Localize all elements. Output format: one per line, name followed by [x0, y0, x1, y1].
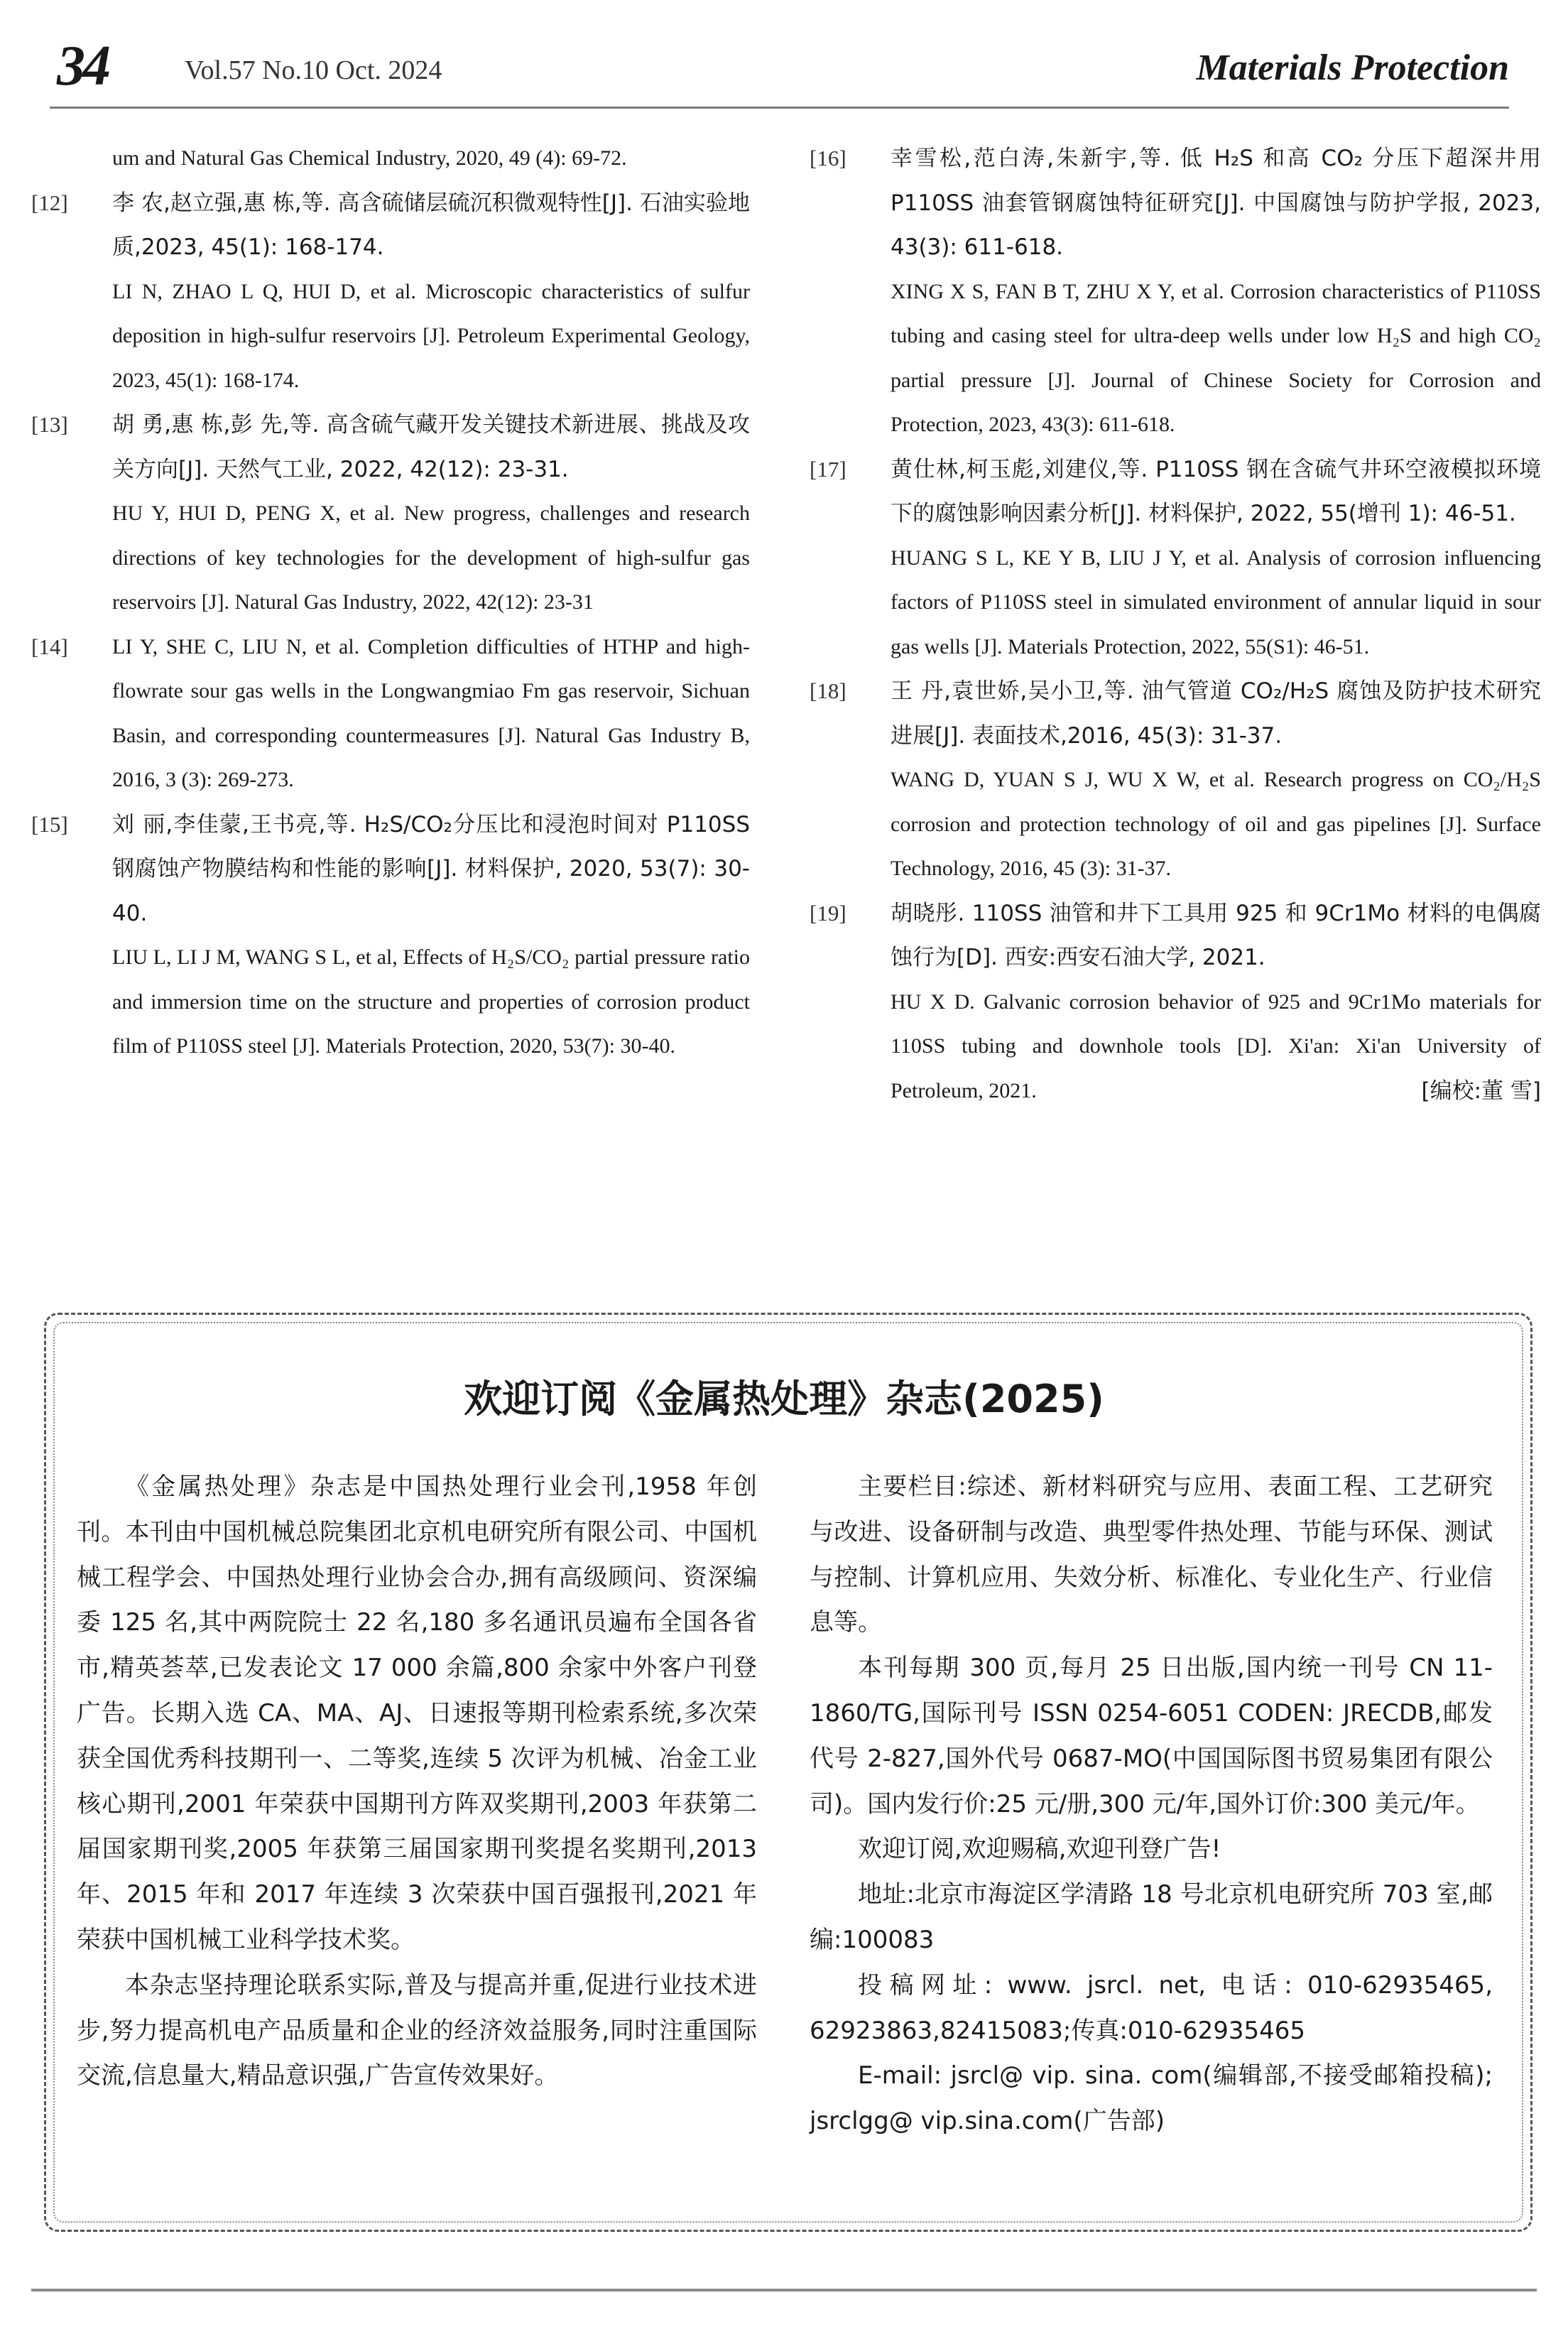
reference-text-en: XING X S, FAN B T, ZHU X Y, et al. Corrosion characteristics of P110SS tubing and casing steel for ultra-deep wells under low H₂S and high CO₂ partial pressure [J]. Journal of Chinese Society for Corrosion and Protection, 2023, 43(3): 611-618. [891, 279, 1541, 436]
reference-text-en [891, 980, 1541, 1114]
reference-number: [18] [810, 678, 846, 703]
ad-paragraph: 主要栏目:综述、新材料研究与应用、表面工程、工艺研究与改进、设备研制与改造、典型零件热处理、节能与环保、测试与控制、计算机应用、失效分析、标准化、专业化生产、行业信息等。 [810, 1473, 1493, 1637]
reference-number: [17] [810, 456, 846, 482]
references-left-column [31, 136, 750, 1069]
reference-text-en: LI N, ZHAO L Q, HUI D, et al. Microscopic characteristics of sulfur deposition in high-sulfur reservoirs [J]. Petroleum Experimental Geology, 2023, 45(1): 168-174. [112, 279, 750, 392]
reference-text-en: WANG D, YUAN S J, WU X W, et al. Research progress on CO₂/H₂S corrosion and protection technology of oil and gas pipelines [J]. Surface Technology, 2016, 45 (3): 31-37. [891, 768, 1541, 880]
references-right-column [810, 136, 1541, 1113]
reference-13 [31, 403, 750, 625]
reference-text-zh: 刘 丽,李佳蒙,王书亮,等. H₂S/CO₂分压比和浸泡时间对 P110SS 钢腐蚀产物膜结构和性能的影响[J]. 材料保护, 2020, 53(7): 30-40. [112, 811, 750, 926]
ad-paragraph: 本杂志坚持理论联系实际,普及与提高并重,促进行业技术进步,努力提高机电产品质量和企业的经济效益服务,同时注重国际交流,信息量大,精品意识强,广告宣传效果好。 [77, 1970, 757, 2090]
reference-number: [15] [31, 811, 68, 837]
page-number: 34 [57, 35, 108, 97]
ad-left-column [77, 1465, 757, 2099]
reference-text-zh: 幸雪松,范白涛,朱新宇,等. 低 H₂S 和高 CO₂ 分压下超深井用 P110SS 油套管钢腐蚀特征研究[J]. 中国腐蚀与防护学报, 2023, 43(3): 611-618. [891, 146, 1541, 260]
reference-text-zh: 黄仕林,柯玉彪,刘建仪,等. P110SS 钢在含硫气井环空液模拟环境下的腐蚀影响因素分析[J]. 材料保护, 2022, 55(增刊 1): 46-51. [891, 456, 1541, 526]
reference-text-en: HUANG S L, KE Y B, LIU J Y, et al. Analysis of corrosion influencing factors of P110SS steel in simulated environment of annular liquid in sour gas wells [J]. Materials Protection, 2022, 55(S1): 46-51. [891, 546, 1541, 658]
ad-right-column [810, 1465, 1493, 2144]
reference-14 [31, 625, 750, 803]
header-divider [50, 107, 1509, 109]
page-header [50, 28, 1509, 114]
reference-17 [810, 448, 1541, 670]
reference-number: [12] [31, 190, 68, 215]
reference-15 [31, 803, 750, 1069]
reference-number: [13] [31, 412, 68, 437]
reference-19 [810, 891, 1541, 1114]
reference-text-en-body: HU X D. Galvanic corrosion behavior of 925 and 9Cr1Mo materials for 110SS tubing and downhole tools [D]. Xi'an: Xi'an University of Petroleum, 2021. [891, 989, 1541, 1102]
reference-18 [810, 669, 1541, 891]
ad-title: 欢迎订阅《金属热处理》杂志(2025) [464, 1377, 1104, 1421]
reference-number: [19] [810, 900, 846, 926]
ad-paragraph: 本刊每期 300 页,每月 25 日出版,国内统一刊号 CN 11-1860/TG,国际刊号 ISSN 0254-6051 CODEN: JRECDB,邮发代号 2-827,国外代号 0687-MO(中国国际图书贸易集团有限公司)。国内发行价:25 元/册,300 元/年,国外订价:300 美元/年。 [810, 1654, 1493, 1818]
reference-16 [810, 136, 1541, 448]
reference-number: [14] [31, 634, 68, 659]
reference-text-zh: 胡 勇,惠 栋,彭 先,等. 高含硫气藏开发关键技术新进展、挑战及攻关方向[J]. 天然气工业, 2022, 42(12): 23-31. [112, 412, 750, 482]
footer-divider [31, 2289, 1537, 2292]
ad-paragraph: 欢迎订阅,欢迎赐稿,欢迎刊登广告! [858, 1835, 1221, 1864]
reference-text-en: HU Y, HUI D, PENG X, et al. New progress, challenges and research directions of key technologies for the development of high-sulfur gas reservoirs [J]. Natural Gas Industry, 2022, 42(12): 23-31 [112, 501, 750, 614]
reference-12 [31, 181, 750, 403]
issue-info: Vol.57 No.10 Oct. 2024 [185, 55, 442, 85]
reference-text-en: LI Y, SHE C, LIU N, et al. Completion difficulties of HTHP and high-flowrate sour gas wells in the Longwangmiao Fm gas reservoir, Sichuan Basin, and corresponding countermeasures [J]. Natural Gas Industry B, 2016, 3 (3): 269-273. [112, 634, 750, 791]
editor-note: [编校:董 雪] [1421, 1078, 1541, 1104]
reference-text-zh: 王 丹,袁世娇,吴小卫,等. 油气管道 CO₂/H₂S 腐蚀及防护技术研究进展[J]. 表面技术,2016, 45(3): 31-37. [891, 678, 1541, 749]
reference-text-zh: 胡晓彤. 110SS 油管和井下工具用 925 和 9Cr1Mo 材料的电偶腐蚀行为[D]. 西安:西安石油大学, 2021. [891, 900, 1541, 970]
reference-text-en: LIU L, LI J M, WANG S L, et al, Effects of H₂S/CO₂ partial pressure ratio and immersion time on the structure and properties of corrosion product film of P110SS steel [J]. Materials Protection, 2020, 53(7): 30-40. [112, 945, 750, 1058]
ad-address: 地址:北京市海淀区学清路 18 号北京机电研究所 703 室,邮编:100083 [810, 1880, 1493, 1954]
journal-name: Materials Protection [1196, 48, 1509, 88]
ad-paragraph: 《金属热处理》杂志是中国热处理行业会刊,1958 年创刊。本刊由中国机械总院集团北京机电研究所有限公司、中国机械工程学会、中国热处理行业协会合办,拥有高级顾问、资深编委 125 名,其中两院院士 22 名,180 多名通讯员遍布全国各省市,精英荟萃,已发表论文 17 000 余篇,800 余家中外客户刊登广告。长期入选 CA、MA、AJ、日速报等期刊检索系统,多次荣获全国优秀科技期刊一、二等奖,连续 5 次评为机械、冶金工业核心期刊,2001 年荣获中国期刊方阵双奖期刊,2003 年获第二届国家期刊奖,2005 年获第三届国家期刊奖提名奖期刊,2013 年、2015 年和 2017 年连续 3 次荣获中国百强报刊,2021 年荣获中国机械工业科学技术奖。 [77, 1473, 757, 1954]
ad-email: E-mail: jsrcl@ vip. sina. com(编辑部,不接受邮箱投稿); jsrclgg@ vip.sina.com(广告部) [810, 2061, 1493, 2136]
ad-contact: 投稿网址: www. jsrcl. net, 电话: 010-62935465, 62923863,82415083;传真:010-62935465 [810, 1970, 1493, 2045]
reference-11-continued [31, 136, 750, 181]
reference-number: [16] [810, 146, 846, 170]
reference-text: um and Natural Gas Chemical Industry, 2020, 49 (4): 69-72. [112, 146, 627, 170]
reference-text-zh: 李 农,赵立强,惠 栋,等. 高含硫储层硫沉积微观特性[J]. 石油实验地质,2023, 45(1): 168-174. [112, 190, 750, 260]
